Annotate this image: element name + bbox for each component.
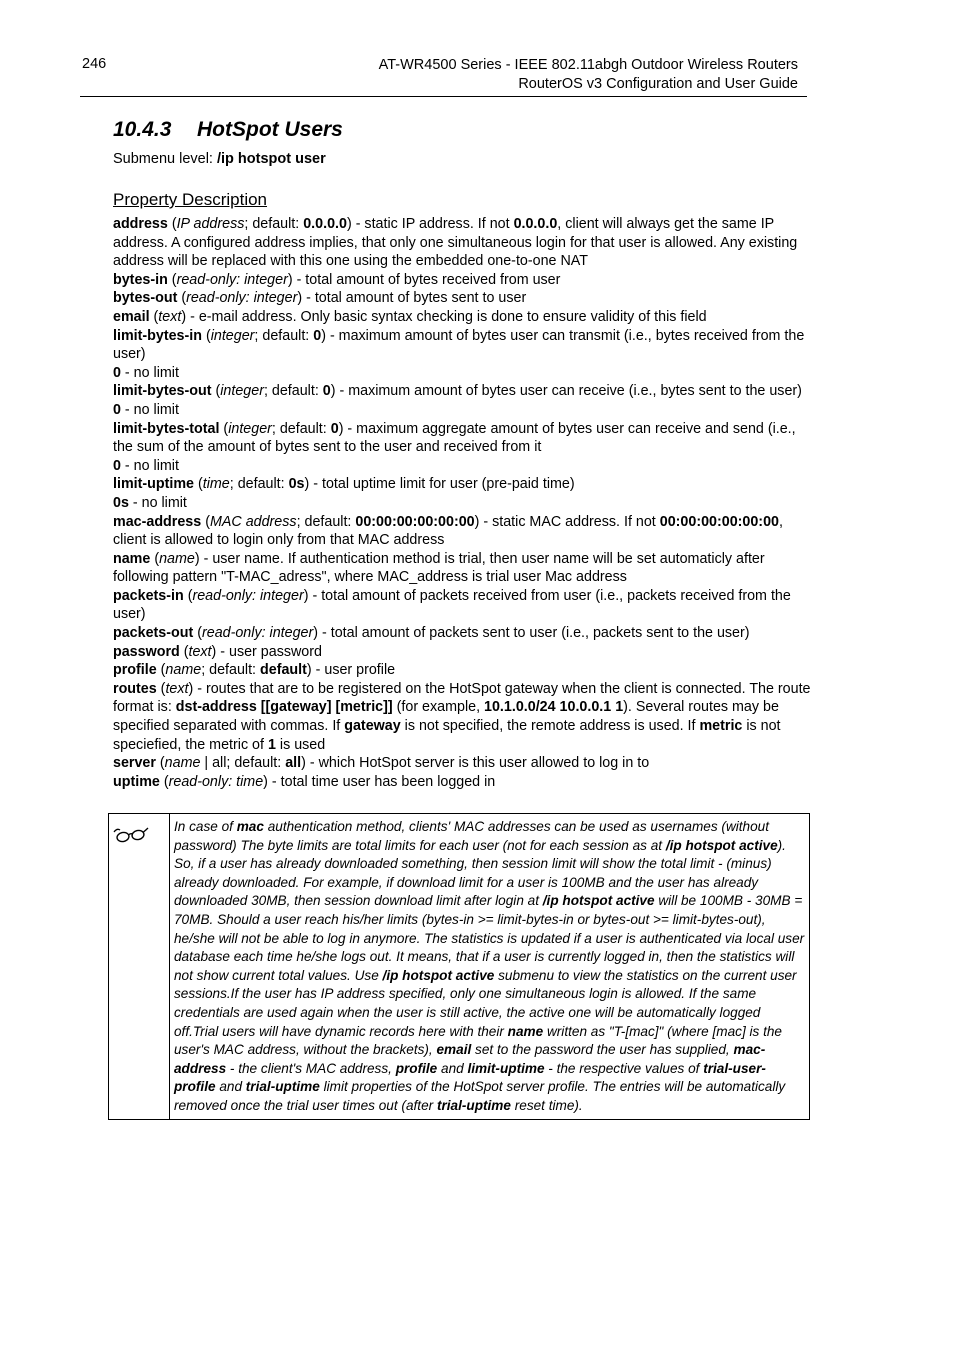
- property-name: address: [113, 216, 168, 232]
- property-entry: limit-bytes-total (integer; default: 0) - maximum aggregate amount of bytes user can receive and send (i.e., the sum of the amount of bytes sent to the user and received from it: [113, 420, 796, 456]
- property-description: - user profile: [311, 662, 396, 679]
- special-value-desc: - no limit: [120, 364, 179, 381]
- default-label: ; default:: [229, 476, 289, 493]
- property-description: - static MAC address. If not: [479, 513, 660, 530]
- property-type: MAC address: [209, 513, 297, 530]
- property-type: integer: [210, 327, 255, 344]
- property-description: - routes that are to be registered on the HotSpot gateway when the client is connected. The route format is:: [113, 680, 811, 716]
- property-description-heading: Property Description: [113, 190, 268, 209]
- property-name: bytes-out: [113, 290, 178, 307]
- property-entry: packets-in (read-only: integer) - total amount of packets received from user (i.e., packets received from the user): [113, 587, 791, 623]
- bold-term: gateway: [344, 718, 401, 735]
- default-label: ; default:: [296, 513, 356, 530]
- note-text-run: reset time).: [510, 1097, 583, 1113]
- special-value-key: 0: [113, 364, 121, 381]
- note-text: [174, 818, 806, 1116]
- special-value-desc: - no limit: [120, 401, 179, 418]
- property-default: 0: [330, 420, 339, 437]
- note-text-run: authentication method, clients' MAC addresses can be used as usernames (without password) The byte limits are total limits for each user (not for each session as at: [174, 819, 770, 853]
- bold-term: 10.1.0.0/24 10.0.0.1 1: [484, 699, 624, 716]
- property-entry: packets-out (read-only: integer) - total amount of packets sent to user (i.e., packets sent to the user): [113, 625, 750, 642]
- note-box: [108, 813, 810, 1120]
- default-label: ; default:: [263, 383, 323, 400]
- default-label: ; default:: [254, 327, 314, 344]
- property-name: limit-bytes-total: [113, 420, 220, 437]
- note-text-run: In case of: [174, 819, 237, 834]
- property-entry: address (IP address; default: 0.0.0.0) - static IP address. If not 0.0.0.0, client will always get the same IP address. A configured address implies, that only one simultaneous login for that user is allowed. Any existing address will be replaced with this one using the embedded one-to-one NAT: [113, 216, 798, 270]
- note-text-run: and: [437, 1060, 468, 1076]
- property-description: - maximum amount of bytes user can receive (i.e., bytes sent to the user): [335, 383, 802, 400]
- special-value-desc: - no limit: [128, 494, 187, 511]
- bold-term: 0.0.0.0: [513, 216, 558, 232]
- note-text-run: set to the password the user has supplied,: [471, 1042, 734, 1058]
- property-type: name: [165, 662, 202, 679]
- property-type: read-only: integer: [192, 587, 304, 604]
- property-entry: limit-bytes-out (integer; default: 0) - maximum amount of bytes user can receive (i.e., bytes sent to the user): [113, 383, 802, 400]
- note-bold-term: profile: [395, 1060, 438, 1076]
- property-list: [113, 215, 811, 791]
- property-name: password: [113, 643, 180, 660]
- note-bold-term: mac: [236, 819, 264, 834]
- property-entry: name (name) - user name. If authentication method is trial, then user name will be set automaticly after following pattern "T-MAC_adress", where MAC_address is trial user Mac address: [113, 550, 765, 586]
- property-name: name: [113, 550, 151, 567]
- property-description: - e-mail address. Only basic syntax checking is done to ensure validity of this field: [186, 308, 707, 325]
- property-entry: routes (text) - routes that are to be registered on the HotSpot gateway when the client is connected. The route format is: dst-address [[gateway] [metric]] (for example, 10.1.0.0/24 10.0.0.1 1). Several routes may be specified separated with commas. If gateway is not specified, the remote address is used. If metric is not speciefied, the metric of 1 is used: [113, 680, 811, 753]
- property-type: text: [188, 643, 212, 660]
- special-value: [113, 457, 811, 476]
- property-description: - total time user has been logged in: [267, 773, 496, 790]
- property-type: integer: [220, 383, 264, 400]
- bold-term: 1: [267, 736, 276, 753]
- property-description: - total amount of packets sent to user (i.e., packets sent to the user): [318, 625, 750, 642]
- property-entry: bytes-in (read-only: integer) - total amount of bytes received from user: [113, 271, 561, 288]
- property-name: packets-in: [113, 587, 184, 604]
- bold-term: 00:00:00:00:00:00: [659, 513, 779, 530]
- property-description: - static IP address. If not: [351, 216, 514, 232]
- property-name: limit-bytes-in: [113, 327, 202, 344]
- description-text: is used: [275, 736, 326, 753]
- property-description: - total amount of packets received from user (i.e., packets received from the user): [113, 587, 791, 623]
- property-type: read-only: integer: [176, 271, 288, 288]
- note-text-run: limit properties of the HotSpot server profile. The entries will be automatically removed once the trial user times out (after: [174, 1079, 786, 1113]
- special-value: [113, 364, 811, 383]
- property-default: default: [260, 662, 307, 679]
- bold-term: metric: [699, 718, 743, 735]
- property-entry: password (text) - user password: [113, 643, 322, 660]
- note-bold-term: mac-address: [174, 1042, 766, 1076]
- glasses-icon: [113, 826, 149, 849]
- property-entry: uptime (read-only: time) - total time user has been logged in: [113, 773, 496, 790]
- header-line-1: AT-WR4500 Series - IEEE 802.11abgh Outdoor Wireless Routers: [378, 57, 798, 73]
- property-name: email: [113, 308, 150, 325]
- note-bold-term: limit-uptime: [467, 1060, 545, 1076]
- property-default: 00:00:00:00:00:00: [355, 513, 475, 530]
- property-type: text: [165, 680, 189, 697]
- property-description: - maximum aggregate amount of bytes user can receive and send (i.e., the sum of the amount of bytes sent to the user and received from it: [113, 420, 796, 456]
- property-entry: limit-bytes-in (integer; default: 0) - maximum amount of bytes user can transmit (i.e., bytes received from the user): [113, 327, 805, 363]
- section-title: [113, 118, 343, 142]
- property-name: profile: [113, 662, 157, 679]
- special-value-desc: - no limit: [120, 457, 179, 474]
- header-rule: [80, 96, 807, 97]
- description-text: is not speciefied, the metric of: [113, 718, 781, 753]
- property-description: - maximum amount of bytes user can transmit (i.e., bytes received from the user): [113, 327, 805, 363]
- property-type: read-only: integer: [201, 625, 314, 642]
- note-bold-term: email: [436, 1042, 472, 1058]
- submenu-label: Submenu level:: [113, 151, 217, 167]
- description-text: , client will always get the same IP address. A configured address implies, that only one simultaneous login for that user is allowed. Any existing address will be replaced with this one using the embedded one-to-one NAT: [113, 216, 798, 270]
- default-label: ; default:: [244, 216, 304, 232]
- submenu-path: /ip hotspot user: [216, 151, 326, 167]
- note-text-run: - the respective values of: [544, 1060, 704, 1076]
- special-value: [113, 494, 811, 513]
- note-text-run: ). So, if a user has already downloaded something, then session limit will show the total limit - (minus) already downloaded. For example, if download limit for a user is 100MB and the user has already downloaded 30MB, then session download limit after login at: [174, 837, 786, 909]
- description-text: ). Several routes may be specified separated with commas. If: [113, 699, 779, 735]
- note-icon-cell: [109, 814, 170, 1119]
- property-type: IP address: [176, 216, 245, 232]
- property-description: - user name. If authentication method is trial, then user name will be set automaticly after following pattern "T-MAC_adress", where MAC_address is trial user Mac address: [113, 550, 765, 586]
- property-name: routes: [113, 680, 157, 697]
- property-default: all: [285, 755, 302, 772]
- property-name: limit-uptime: [113, 476, 195, 493]
- property-description: - total amount of bytes received from user: [292, 271, 561, 288]
- property-name: limit-bytes-out: [113, 383, 212, 400]
- property-name: server: [113, 755, 156, 772]
- property-name: mac-address: [113, 513, 202, 530]
- special-value-key: 0: [113, 457, 121, 474]
- note-text-run: - the client's MAC address,: [226, 1060, 396, 1076]
- property-entry: profile (name; default: default) - user profile: [113, 662, 396, 679]
- note-bold-term: trial-uptime: [245, 1079, 320, 1095]
- special-value: [113, 401, 811, 420]
- section-title-text: HotSpot Users: [197, 118, 343, 141]
- property-entry: mac-address (MAC address; default: 00:00:00:00:00:00) - static MAC address. If not 00:00:00:00:00:00, client is allowed to login only from that MAC address: [113, 513, 783, 549]
- property-description: - total uptime limit for user (pre-paid time): [309, 476, 575, 493]
- page-number: 246: [82, 56, 107, 72]
- note-bold-term: name: [507, 1023, 544, 1039]
- bold-term: dst-address [[gateway] [metric]]: [175, 699, 393, 716]
- note-bold-term: trial-uptime: [436, 1097, 511, 1113]
- property-default: 0s: [288, 476, 305, 493]
- running-header: [379, 56, 798, 94]
- property-default: 0.0.0.0: [303, 216, 347, 232]
- property-type: name: [159, 550, 195, 567]
- property-type: name: [164, 755, 201, 772]
- default-label: ; default:: [201, 662, 261, 679]
- default-label: ; default:: [271, 420, 331, 437]
- property-type: integer: [228, 420, 272, 437]
- property-entry: bytes-out (read-only: integer) - total amount of bytes sent to user: [113, 290, 527, 307]
- note-text-run: and: [215, 1079, 246, 1095]
- note-text-run: written as "T-[mac]" (where [mac] is the user's MAC address, without the brackets),: [174, 1023, 782, 1058]
- note-text-run: will be 100MB - 30MB = 70MB. Should a user reach his/her limits (bytes-in >= limit-bytes-in or bytes-out >= limit-bytes-out), he/she will not be able to log in anymore. The statistics is updated if a user is authenticated via local user database each time he/she logs out. It means, that if a user is currently logged in, then the statistics will not show current total values. Use: [174, 893, 805, 983]
- property-type: time: [202, 476, 230, 493]
- note-text-run: submenu to view the statistics on the current user sessions.If the user has IP address specified, only one simultaneous login is allowed. If the same credentials are used again when the user is still active, the active one will be automatically logged off.Trial users will have dynamic records here with their: [174, 967, 797, 1039]
- description-text: is not specified, the remote address is used. If: [400, 718, 700, 735]
- note-bold-term: trial-user-profile: [174, 1060, 766, 1095]
- property-type: read-only: integer: [186, 290, 298, 307]
- property-type: read-only: time: [168, 773, 264, 790]
- property-default: 0: [313, 327, 322, 344]
- header-line-2: RouterOS v3 Configuration and User Guide: [518, 76, 798, 92]
- description-text: (for example,: [392, 699, 485, 716]
- note-bold-term: /ip hotspot active: [382, 967, 495, 983]
- default-label: ; default:: [226, 755, 286, 772]
- property-type: text: [158, 308, 182, 325]
- property-entry: email (text) - e-mail address. Only basic syntax checking is done to ensure validity of this field: [113, 308, 707, 325]
- note-bold-term: /ip hotspot active: [542, 893, 655, 909]
- section-number: 10.4.3: [113, 118, 172, 141]
- note-bold-term: /ip hotspot active: [665, 837, 778, 853]
- property-name: uptime: [113, 773, 160, 790]
- property-type-extra: | all: [200, 755, 227, 772]
- property-entry: server (name | all; default: all) - which HotSpot server is this user allowed to log in to: [113, 755, 650, 772]
- special-value-key: 0: [113, 401, 121, 418]
- property-description: - user password: [216, 643, 322, 660]
- property-description: - total amount of bytes sent to user: [302, 290, 527, 307]
- property-name: bytes-in: [113, 271, 168, 288]
- submenu-level: [113, 151, 326, 167]
- property-name: packets-out: [113, 625, 194, 642]
- property-description: - which HotSpot server is this user allowed to log in to: [305, 755, 650, 772]
- property-entry: limit-uptime (time; default: 0s) - total uptime limit for user (pre-paid time): [113, 476, 575, 493]
- special-value-key: 0s: [113, 494, 129, 511]
- property-default: 0: [322, 383, 331, 400]
- description-text: , client is allowed to login only from that MAC address: [113, 513, 783, 549]
